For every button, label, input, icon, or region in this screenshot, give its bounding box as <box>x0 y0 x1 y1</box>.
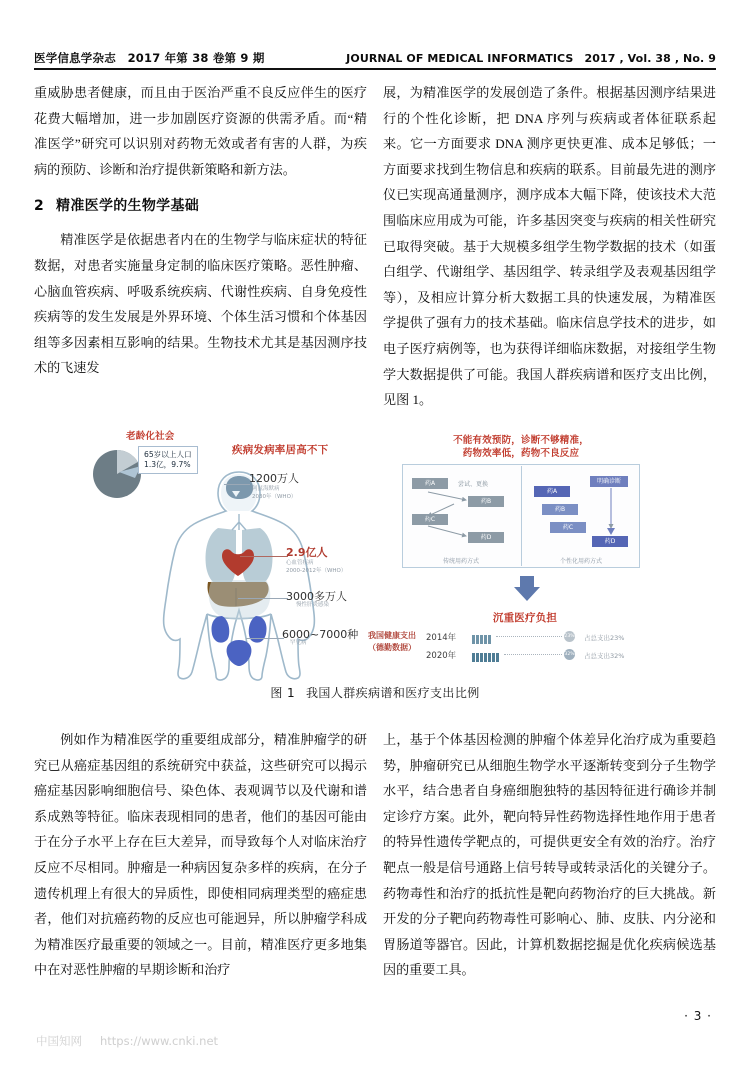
spend-label-line1: 我国健康支出 <box>368 631 416 640</box>
page-number: · 3 · <box>684 1009 712 1023</box>
paragraph-right-1: 展，为精准医学的发展创造了条件。根据基因测序结果进行的个性化诊断，把 DNA 序列与疾病或者体征联系起来。它一方面要求 DNA 测序更快更准、成本足够低；一方面要求找到生物信息和疾病的联系。目前最先进的测序仪已实现高通量测序，测序成本大幅下降，使该技术大范围临床应用成为可能，许多基因突变与疾病的相关性研究已取得突破。基于大规模多组学生物学数据的技术（如蛋白组学、代谢组学、基因组学、转录组学及表观基因组学等），及相应计算分析大数据工具的快速发展，为精准医学提供了强有力的技术基础。临床信息学技术的进步，如电子医疗病例等，也为获得详细临床数据，对接组学生物学大数据提供了可能。我国人群疾病谱和医疗支出比例，见图 1。 <box>383 85 716 408</box>
personalized-drug-1: 药B <box>542 504 578 515</box>
spend-pct-1: 占总支出32% <box>584 652 625 660</box>
paragraph-left-3: 例如作为精准医学的重要组成部分，精准肿瘤学的研究已从癌症基因组的系统研究中获益，这些研究可以揭示癌症基因影响细胞信号、染色体、表观调节以及代谢和谱系成熟等特征。临床表现相同的患者，他们的基因可能由于在分子水平上存在巨大差异，而导致每个人对临床治疗反应不尽相同。肿瘤是一种病因复杂多样的疾病，在分子遗传机理上有很大的异质性，即使相同病理类型的癌症患者，他们对抗癌药物的反应也可能迥异，所以肿瘤学科成为精准医疗最重要的领域之一。目前，精准医疗更多地集中在对恶性肿瘤的早期诊断和治疗 <box>34 732 367 978</box>
running-head <box>34 44 716 66</box>
spend-dotline-0 <box>496 636 562 637</box>
traditional-drug-2: 药C <box>412 514 448 525</box>
section-title: 精准医学的生物学基础 <box>56 198 200 215</box>
section-number: 2 <box>34 198 45 215</box>
burden-arrow <box>514 576 540 601</box>
personalized-drug-0: 药A <box>534 486 570 497</box>
cnki-name: 中国知网 <box>36 1034 82 1048</box>
personalized-diagnosis: 明确诊断 <box>590 476 628 487</box>
spend-bars-1 <box>472 649 500 667</box>
stat-value-0: 1200万人 <box>249 472 299 485</box>
panel-divider <box>521 466 522 566</box>
stat-note-1 <box>286 560 346 575</box>
stat-value-2: 3000多万人 <box>286 590 347 603</box>
paragraph-left-1: 重威胁患者健康，而且由于医治严重不良反应伴生的医疗花费大幅增加，进一步加剧医疗资源的供需矛盾。而“精准医学”研究可以识别对药物无效或者有害的人群，为疾病的预防、诊断和治疗提供新策略和新方法。 <box>34 85 367 177</box>
spend-label <box>330 630 416 654</box>
column-right-top <box>383 80 716 410</box>
traditional-drug-3: 药D <box>468 532 504 543</box>
header-divider <box>34 68 716 70</box>
aging-callout-line2: 1.3亿，9.7% <box>144 460 191 469</box>
stat-note-0 <box>252 486 296 501</box>
journal-name-cn: 医学信息学杂志 2017 年第 38 卷第 9 期 <box>34 51 265 65</box>
spend-year-1: 2020年 <box>426 651 457 661</box>
personalized-flow-arrow <box>604 488 618 536</box>
stat-note-3 <box>290 640 307 648</box>
stat-value-1: 2.9亿人 <box>286 546 328 559</box>
figure-canvas <box>34 420 716 685</box>
stat-note-2 <box>296 602 329 610</box>
column-right-bottom <box>383 727 716 992</box>
figure-caption-label: 图 1 <box>270 686 296 700</box>
traditional-drug-1: 药B <box>468 496 504 507</box>
spend-year-0: 2014年 <box>426 633 457 643</box>
paragraph-right-2: 上，基于个体基因检测的肿瘤个体差异化治疗成为重要趋势，肿瘤研究已从细胞生物学水平逐渐转变到分子生物学水平，结合患者自身癌细胞独特的基因特征进行确诊并制定诊疗方案。此外，靶向特异性药物选择性地作用于患者的特异性遗传学靶点的，可提供更安全有效的治疗。治疗靶点一般是信号通路上信号转导或转录活化的关键分子。药物毒性和治疗的抵抗性是靶向药物治疗的巨大挑战。新开发的分子靶向药物毒性可影响心、肺、皮肤、内分泌和胃肠道等器官。因此，计算机数据挖掘是优化疾病候选基因的重要工具。 <box>383 732 716 978</box>
stat-leader-1 <box>240 556 288 557</box>
spend-bubble-1: 32% <box>564 649 575 660</box>
traditional-drug-0: 药A <box>412 478 448 489</box>
aging-society-title: 老龄化社会 <box>126 431 175 442</box>
burden-title: 沉重医疗负担 <box>492 612 558 624</box>
spend-bubble-0: 23% <box>564 631 575 642</box>
stat-note-1-line1: 心血管疾病 <box>286 560 314 566</box>
traditional-try-label: 尝试、更换 <box>458 481 489 488</box>
figure-1 <box>34 420 716 715</box>
stat-leader-0 <box>224 484 250 485</box>
disease-rate-title: 疾病发病率居高不下 <box>232 444 329 456</box>
personalized-drug-2: 药C <box>550 522 586 533</box>
stat-note-0-line1: 阿兹海默病 <box>252 486 280 492</box>
problem-title-line1: 不能有效预防，诊断不够精准， <box>453 435 589 446</box>
stat-note-3-line1: 罕见病 <box>290 640 307 646</box>
stat-leader-2 <box>238 598 288 599</box>
spend-bars-0 <box>472 631 492 649</box>
column-left-bottom <box>34 727 367 992</box>
traditional-flow-arrows <box>406 474 520 550</box>
problem-title-line2: 药物效率低，药物不良反应 <box>462 448 580 459</box>
stat-value-3: 6000~7000种 <box>282 628 359 641</box>
personalized-caption: 个性化用药方式 <box>559 558 602 565</box>
section-heading-2 <box>34 196 367 216</box>
personalized-drug-3: 药D <box>592 536 628 547</box>
column-left-top <box>34 80 367 410</box>
figure-caption-text: 我国人群疾病谱和医疗支出比例 <box>306 686 480 700</box>
figure-caption <box>34 684 716 701</box>
traditional-caption: 传统用药方式 <box>442 558 479 565</box>
aging-pie-chart <box>89 444 145 500</box>
stat-note-1-line2: 2000-2012年（WHO） <box>286 567 347 574</box>
paragraph-left-2: 精准医学是依据患者内在的生物学与临床症状的特征数据，对患者实施量身定制的临床医疗策略。恶性肿瘤、心脑血管疾病、呼吸系统疾病、代谢性疾病、自身免疫性疾病等的发生发展是外界环境、个体生活习惯和个体基因组等多因素相互影响的结果。生物技术尤其是基因测序技术的飞速发 <box>34 232 367 376</box>
journal-name-en: JOURNAL OF MEDICAL INFORMATICS 2017 , Vol. 38 , No. 9 <box>346 52 716 65</box>
stat-leader-3 <box>246 638 284 639</box>
cnki-watermark <box>36 1033 218 1049</box>
stat-note-2-line1: 慢性肝炎感染 <box>296 602 330 608</box>
spend-pct-0: 占总支出23% <box>584 634 625 642</box>
spend-dotline-1 <box>504 654 562 655</box>
stat-note-0-line2: 2030年（WHO） <box>252 493 297 500</box>
aging-callout-line1: 65岁以上人口 <box>144 450 192 459</box>
cnki-url[interactable]: https://www.cnki.net <box>100 1034 219 1048</box>
spend-label-line2: （德勤数据） <box>368 643 416 652</box>
